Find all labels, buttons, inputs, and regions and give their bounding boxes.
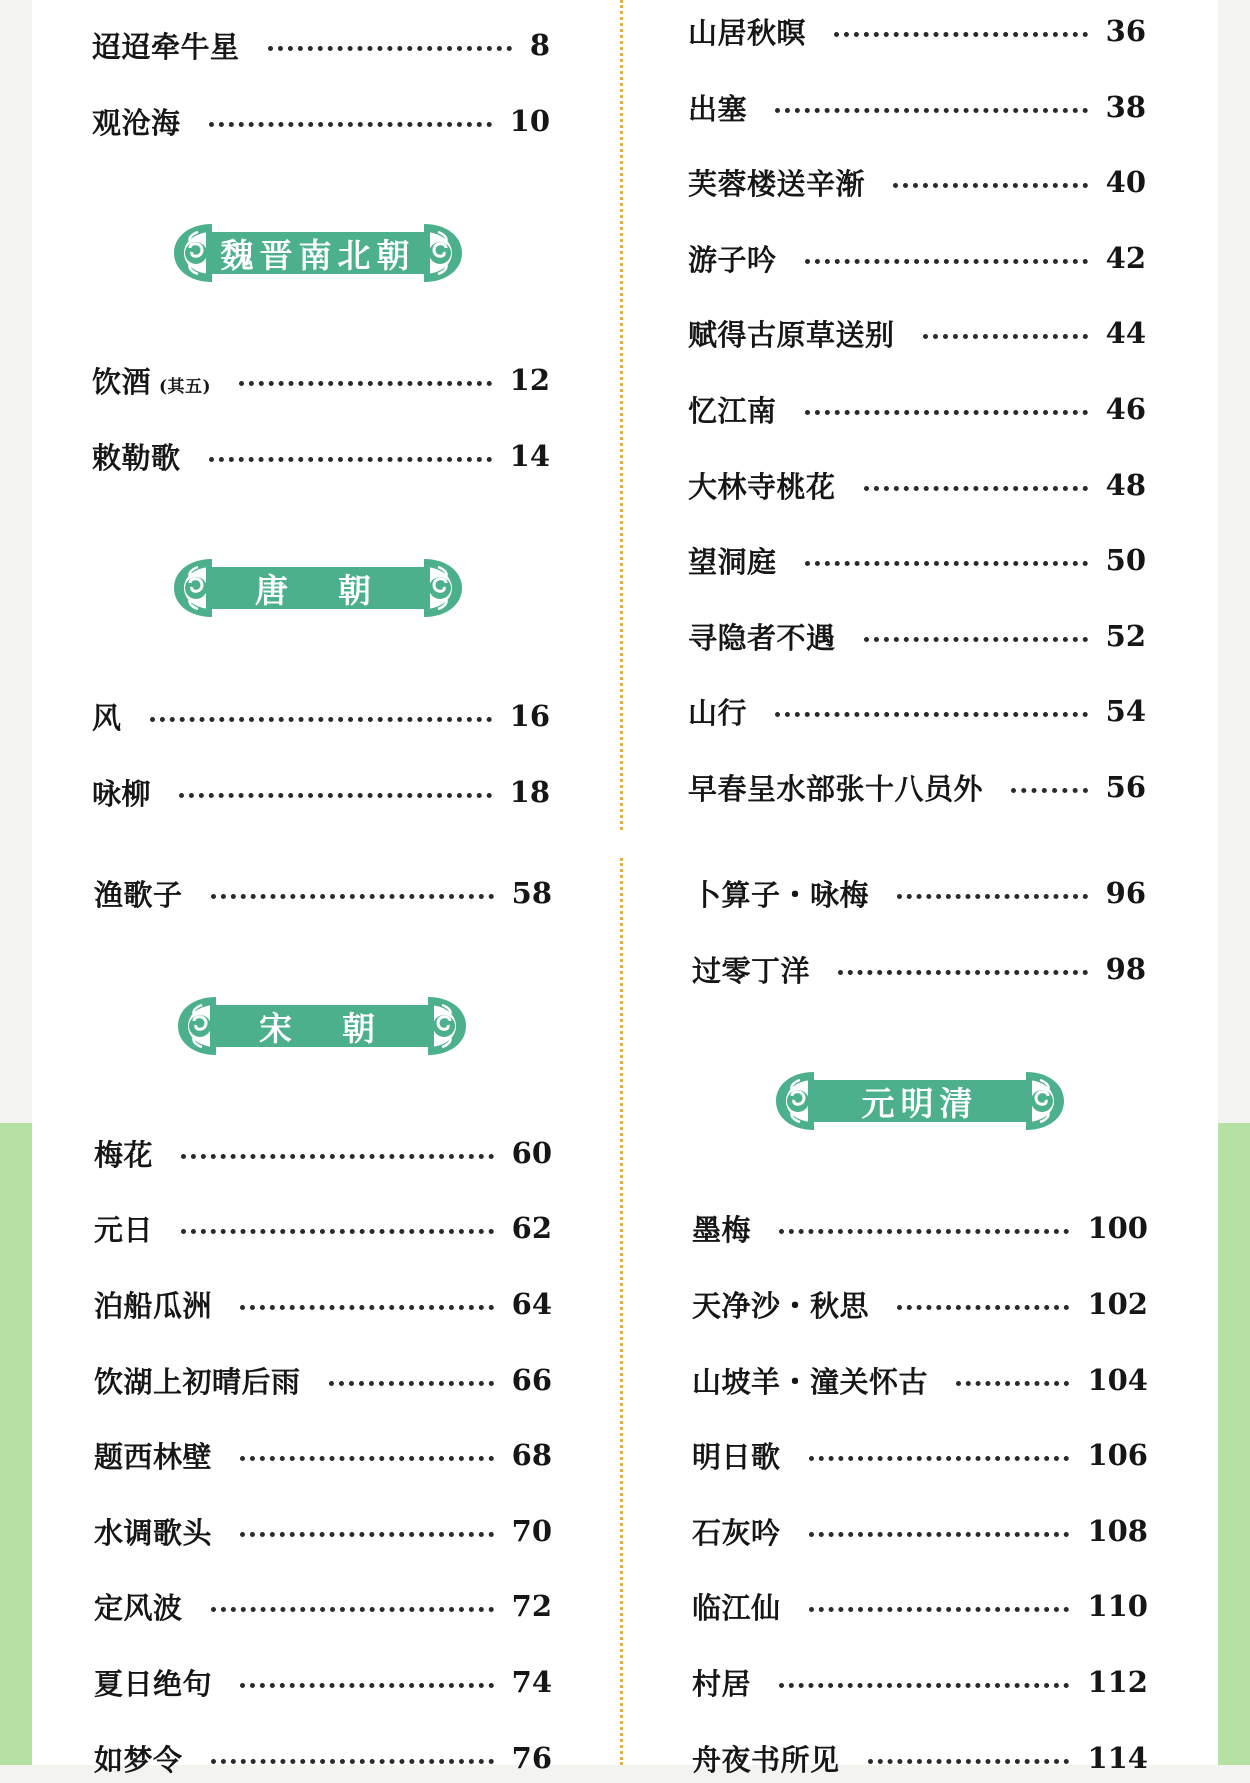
entry-title: 忆江南 <box>688 393 777 428</box>
toc-entry[interactable] <box>688 6 1146 56</box>
entry-title: 墨梅 <box>692 1212 752 1247</box>
dot-leader <box>956 1381 1069 1386</box>
entry-title: 村居 <box>692 1666 752 1701</box>
dot-leader <box>150 717 492 722</box>
entry-title: 山坡羊・潼关怀古 <box>692 1364 929 1399</box>
entry-title: 赋得古原草送别 <box>688 317 895 352</box>
entry-page-number: 106 <box>1087 1438 1148 1472</box>
toc-entry[interactable] <box>688 686 1146 736</box>
entry-page-number: 68 <box>511 1438 552 1472</box>
dot-leader <box>805 561 1088 566</box>
toc-entry[interactable] <box>92 691 550 741</box>
entry-page-number: 58 <box>511 876 552 910</box>
entry-page-number: 100 <box>1087 1211 1148 1245</box>
toc-entry[interactable] <box>688 233 1146 283</box>
entry-page-number: 70 <box>511 1514 552 1548</box>
entry-title: 如梦令 <box>94 1742 183 1777</box>
entry-title: 梅花 <box>94 1137 154 1172</box>
entry-page-number: 66 <box>511 1363 552 1397</box>
toc-entry[interactable] <box>92 96 550 146</box>
column-divider <box>620 858 623 1765</box>
entry-page-number: 60 <box>511 1136 552 1170</box>
dot-leader <box>893 183 1088 188</box>
toc-entry[interactable] <box>692 1733 1148 1783</box>
entry-title: 天净沙・秋思 <box>692 1288 870 1323</box>
entry-title: 饮湖上初晴后雨 <box>94 1364 301 1399</box>
entry-page-number: 36 <box>1105 14 1146 48</box>
entry-title: 大林寺桃花 <box>688 469 836 504</box>
column-divider <box>620 0 623 830</box>
dot-leader <box>779 1683 1069 1688</box>
entry-page-number: 108 <box>1087 1514 1148 1548</box>
toc-entry[interactable] <box>92 355 550 405</box>
dot-leader <box>211 1759 494 1764</box>
entry-page-number: 64 <box>511 1287 552 1321</box>
entry-page-number: 14 <box>509 439 550 473</box>
dot-leader <box>805 259 1088 264</box>
entry-page-number: 62 <box>511 1211 552 1245</box>
entry-title: 出塞 <box>688 91 748 126</box>
entry-title: 元日 <box>94 1212 154 1247</box>
dot-leader <box>1011 788 1088 793</box>
entry-title: 饮酒 (其五) <box>92 364 212 399</box>
dot-leader <box>809 1532 1070 1537</box>
entry-title: 观沧海 <box>92 105 181 140</box>
entry-title: 迢迢牵牛星 <box>92 29 240 64</box>
entry-title: 明日歌 <box>692 1439 781 1474</box>
dot-leader <box>181 1154 494 1159</box>
section-label: 魏晋南北朝 <box>220 235 416 275</box>
entry-title: 定风波 <box>94 1590 183 1625</box>
section-label: 宋朝 <box>259 1008 425 1048</box>
entry-title: 石灰吟 <box>692 1515 781 1550</box>
entry-page-number: 12 <box>509 363 550 397</box>
entry-page-number: 110 <box>1087 1589 1148 1623</box>
entry-title: 题西林壁 <box>94 1439 213 1474</box>
entry-page-number: 56 <box>1105 770 1146 804</box>
toc-entry[interactable] <box>92 431 550 481</box>
toc-entry[interactable] <box>692 944 1146 994</box>
dot-leader <box>805 410 1088 415</box>
toc-entry[interactable] <box>688 157 1146 207</box>
dot-leader <box>268 46 512 51</box>
entry-title: 夏日绝句 <box>94 1666 213 1701</box>
dot-leader <box>897 1305 1069 1310</box>
dot-leader <box>240 1456 494 1461</box>
entry-page-number: 8 <box>529 28 550 62</box>
entry-title: 过零丁洋 <box>692 953 811 988</box>
dot-leader <box>809 1607 1070 1612</box>
section-banner-weijin <box>168 218 468 288</box>
toc-entry[interactable] <box>94 1430 552 1480</box>
dot-leader <box>838 970 1088 975</box>
toc-entry[interactable] <box>94 1506 552 1556</box>
entry-page-number: 46 <box>1105 392 1146 426</box>
dot-leader <box>239 381 492 386</box>
entry-page-number: 44 <box>1105 316 1146 350</box>
toc-entry[interactable] <box>688 308 1146 358</box>
entry-page-number: 38 <box>1105 90 1146 124</box>
toc-entry[interactable] <box>692 1430 1148 1480</box>
entry-title: 望洞庭 <box>688 544 777 579</box>
dot-leader <box>864 637 1088 642</box>
entry-page-number: 98 <box>1105 952 1146 986</box>
dot-leader <box>329 1381 494 1386</box>
entry-page-number: 48 <box>1105 468 1146 502</box>
toc-entry[interactable] <box>94 1355 552 1405</box>
entry-title: 水调歌头 <box>94 1515 213 1550</box>
dot-leader <box>211 894 494 899</box>
dot-leader <box>897 894 1088 899</box>
dot-leader <box>779 1229 1069 1234</box>
section-banner-yuanmingqing <box>770 1066 1070 1136</box>
entry-title: 渔歌子 <box>94 877 183 912</box>
entry-page-number: 42 <box>1105 241 1146 275</box>
dot-leader <box>834 32 1088 37</box>
entry-page-number: 102 <box>1087 1287 1148 1321</box>
entry-title: 游子吟 <box>688 242 777 277</box>
toc-entry[interactable] <box>688 535 1146 585</box>
entry-title: 卜算子・咏梅 <box>692 877 870 912</box>
toc-entry[interactable] <box>94 1733 552 1783</box>
toc-entry[interactable] <box>692 1203 1148 1253</box>
entry-page-number: 16 <box>509 699 550 733</box>
entry-title: 舟夜书所见 <box>692 1742 840 1777</box>
toc-entry[interactable] <box>692 1657 1148 1707</box>
entry-page-number: 18 <box>509 775 550 809</box>
dot-leader <box>775 712 1088 717</box>
entry-page-number: 96 <box>1105 876 1146 910</box>
entry-title: 山行 <box>688 695 748 730</box>
toc-entry[interactable] <box>688 384 1146 434</box>
entry-page-number: 50 <box>1105 543 1146 577</box>
section-label: 唐朝 <box>255 570 421 610</box>
toc-entry[interactable] <box>692 1355 1148 1405</box>
entry-page-number: 40 <box>1105 165 1146 199</box>
dot-leader <box>181 1229 494 1234</box>
toc-entry[interactable] <box>692 1506 1148 1556</box>
toc-entry[interactable] <box>94 1279 552 1329</box>
entry-page-number: 112 <box>1087 1665 1148 1699</box>
dot-leader <box>209 122 492 127</box>
entry-title: 芙蓉楼送辛渐 <box>688 166 866 201</box>
section-banner-song <box>172 991 472 1061</box>
entry-page-number: 76 <box>511 1741 552 1775</box>
entry-title: 敕勒歌 <box>92 440 181 475</box>
dot-leader <box>179 793 492 798</box>
entry-title: 咏柳 <box>92 776 152 811</box>
dot-leader <box>240 1683 494 1688</box>
entry-page-number: 52 <box>1105 619 1146 653</box>
dot-leader <box>211 1607 494 1612</box>
dot-leader <box>240 1305 494 1310</box>
section-label: 元明清 <box>861 1083 979 1123</box>
dot-leader <box>864 486 1088 491</box>
toc-entry[interactable] <box>688 611 1146 661</box>
toc-entry[interactable] <box>94 1203 552 1253</box>
toc-entry[interactable] <box>692 1581 1148 1631</box>
entry-page-number: 72 <box>511 1589 552 1623</box>
toc-entry[interactable] <box>94 1128 552 1178</box>
entry-title: 临江仙 <box>692 1590 781 1625</box>
dot-leader <box>209 457 492 462</box>
entry-page-number: 74 <box>511 1665 552 1699</box>
toc-entry[interactable] <box>692 868 1146 918</box>
toc-entry[interactable] <box>688 460 1146 510</box>
toc-entry[interactable] <box>92 20 550 70</box>
toc-entry[interactable] <box>688 82 1146 132</box>
entry-subtitle: (其五) <box>159 376 212 397</box>
entry-title: 早春呈水部张十八员外 <box>688 771 984 806</box>
toc-entry[interactable] <box>94 1581 552 1631</box>
dot-leader <box>923 334 1088 339</box>
dot-leader <box>809 1456 1070 1461</box>
entry-title: 寻隐者不遇 <box>688 620 836 655</box>
entry-page-number: 10 <box>509 104 550 138</box>
entry-title: 泊船瓜洲 <box>94 1288 213 1323</box>
toc-entry[interactable] <box>92 767 550 817</box>
toc-entry[interactable] <box>692 1279 1148 1329</box>
entry-page-number: 114 <box>1087 1741 1148 1775</box>
entry-title: 风 <box>92 700 122 735</box>
toc-entry[interactable] <box>94 1657 552 1707</box>
section-banner-tang <box>168 553 468 623</box>
dot-leader <box>868 1759 1070 1764</box>
toc-entry[interactable] <box>688 762 1146 812</box>
entry-page-number: 54 <box>1105 694 1146 728</box>
entry-title: 山居秋暝 <box>688 15 807 50</box>
dot-leader <box>775 108 1088 113</box>
dot-leader <box>240 1532 494 1537</box>
toc-entry[interactable] <box>94 868 552 918</box>
entry-page-number: 104 <box>1087 1363 1148 1397</box>
